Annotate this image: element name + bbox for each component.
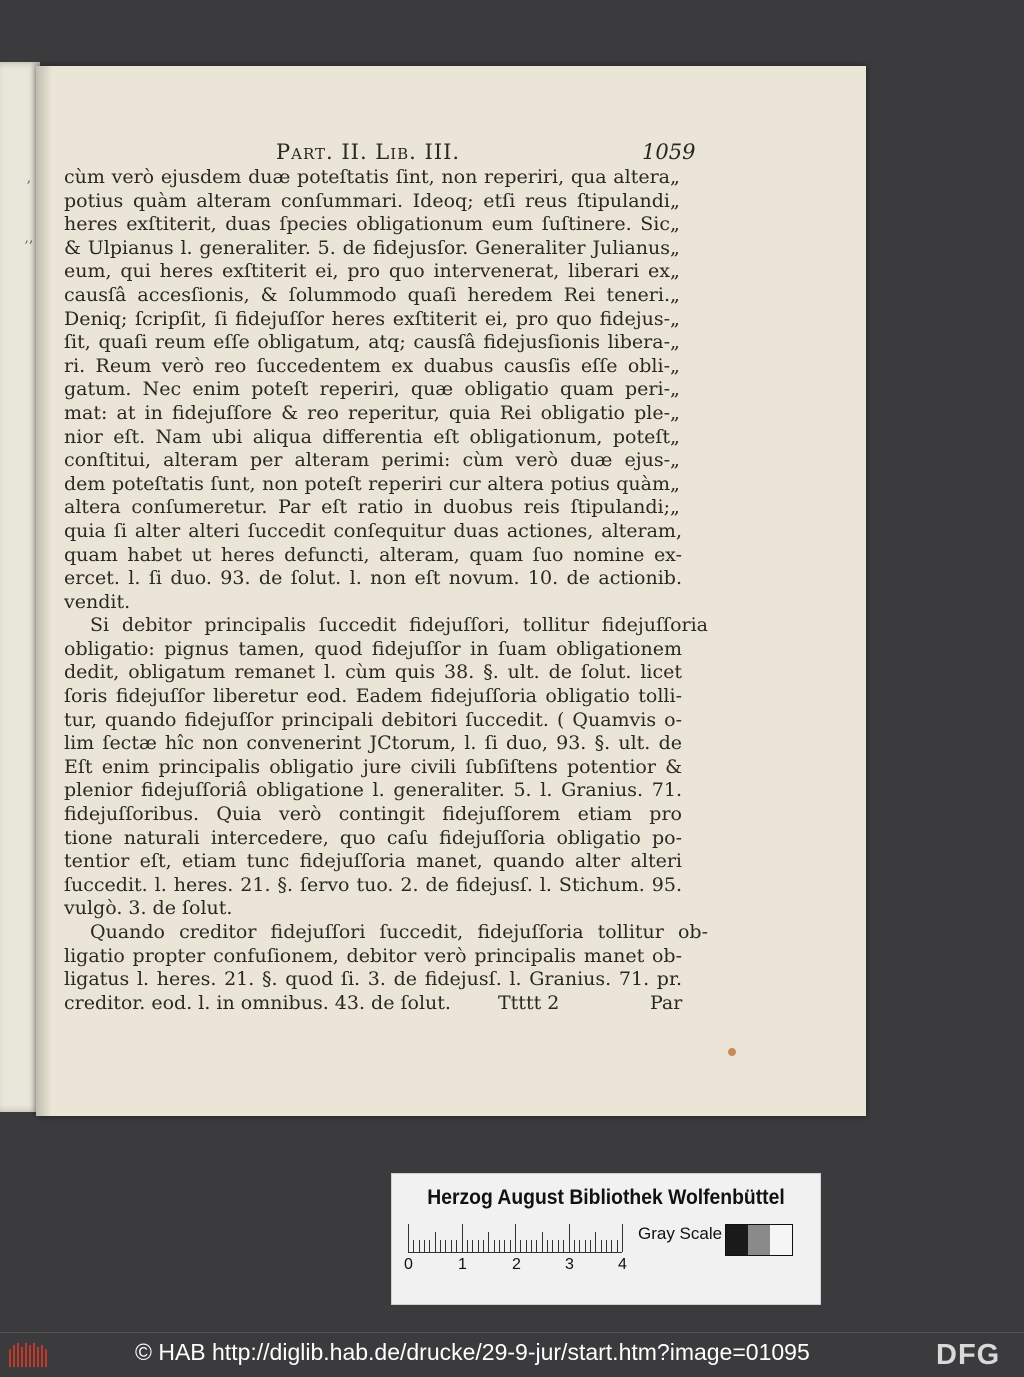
line-text: Quando creditor fidejuſſori ſuccedit, fidejuſſoria tollitur ob- xyxy=(90,921,708,943)
line-text: ercet. l. ſi duo. 93. de ſolut. l. non eſt novum. 10. de actionib. xyxy=(64,567,682,590)
line-text: causſâ accesſionis, & ſolummodo quaſi heredem Rei teneri. xyxy=(64,283,670,306)
quotation-mark: „ xyxy=(670,213,680,236)
copyright-url[interactable]: © HAB http://diglib.hab.de/drucke/29-9-jur/start.htm?image=01095 xyxy=(135,1339,810,1365)
final-line xyxy=(64,992,704,1016)
text-line xyxy=(64,308,704,332)
line-text: mat: at in fidejuſſore & reo reperitur, quia Rei obligatio ple- xyxy=(64,401,670,424)
quotation-mark: „ xyxy=(670,496,680,519)
text-line xyxy=(64,874,704,898)
text-line xyxy=(64,544,704,568)
quotation-mark: „ xyxy=(670,449,680,472)
ruler-tick xyxy=(515,1224,516,1252)
ruler-tick xyxy=(483,1240,484,1252)
ruler-tick xyxy=(467,1240,468,1252)
line-text: vulgò. 3. de ſolut. xyxy=(64,897,233,920)
line-text: obligatio: pignus tamen, quod fidejuſſor in ſuam obligationem xyxy=(64,637,682,660)
previous-page-edge xyxy=(0,62,40,1112)
text-line xyxy=(64,496,704,520)
ruler-tick xyxy=(563,1240,564,1252)
line-text: Eſt enim principalis obligatio jure civili ſubſiſtens potentior & xyxy=(64,755,682,778)
running-head: Part. II. Lib. III. xyxy=(276,140,461,164)
text-line xyxy=(64,378,704,402)
text-line xyxy=(64,685,704,709)
text-line xyxy=(64,756,704,780)
ruler-scale xyxy=(408,1222,622,1253)
quotation-mark: „ xyxy=(670,307,680,330)
quotation-mark: „ xyxy=(670,354,680,377)
text-line xyxy=(64,661,704,685)
line-text: Si debitor principalis ſuccedit fidejuſſori, tollitur fidejuſſoria xyxy=(90,614,708,637)
document-page xyxy=(36,66,866,1116)
ruler-tick xyxy=(440,1240,441,1252)
text-line xyxy=(64,638,704,662)
text-line xyxy=(64,237,704,261)
text-line xyxy=(64,213,704,237)
line-text: eum, qui heres exſtiterit ei, pro quo intervenerat, liberari ex xyxy=(64,260,670,283)
text-line xyxy=(64,331,704,355)
ruler-tick xyxy=(445,1240,446,1252)
line-text: altera conſumeretur. Par eſt ratio in duobus reis ſtipulandi; xyxy=(64,496,670,519)
text-line xyxy=(64,567,704,591)
grayscale-label: Gray Scale xyxy=(638,1224,723,1243)
line-text: dem poteſtatis ſunt, non poteſt reperiri cur altera potius quàm xyxy=(64,472,670,495)
text-line xyxy=(64,473,704,497)
text-line xyxy=(64,732,704,756)
text-line xyxy=(64,166,704,190)
library-name: Herzog August Bibliothek Wolfenbüttel xyxy=(427,1186,785,1209)
text-line xyxy=(64,284,704,308)
dfg-logo: DFG xyxy=(936,1339,1001,1371)
ruler-tick xyxy=(488,1232,489,1252)
ruler-tick xyxy=(478,1240,479,1252)
ruler-tick xyxy=(499,1240,500,1252)
line-text: cùm verò ejusdem duæ poteſtatis ſint, non reperiri, qua altera xyxy=(64,166,670,188)
line-text: & Ulpianus l. generaliter. 5. de fidejusſor. Generaliter Julianus xyxy=(64,236,670,259)
ruler-label: 0 xyxy=(404,1256,413,1273)
page-number: 1059 xyxy=(642,140,696,164)
line-text: fidejuſſoribus. Quia verò contingit fidejuſſorem etiam pro xyxy=(64,803,682,826)
text-line xyxy=(64,402,704,426)
ruler-tick xyxy=(558,1240,559,1252)
line-text: creditor. eod. l. in omnibus. 43. de ſolut. xyxy=(64,991,451,1014)
signature-mark: Ttttt 2 xyxy=(498,991,560,1014)
ruler-tick xyxy=(542,1232,543,1252)
line-text: ſoris fidejuſſor liberetur eod. Eadem fidejuſſoria obligatio tolli- xyxy=(64,685,682,708)
quotation-mark: „ xyxy=(670,189,680,212)
ruler-tick xyxy=(574,1240,575,1252)
text-line xyxy=(64,260,704,284)
line-text: dedit, obligatum remanet l. cùm quis 38. §. ult. de ſolut. licet xyxy=(64,661,682,684)
ruler-tick xyxy=(413,1240,414,1252)
text-line xyxy=(64,803,704,827)
text-line xyxy=(64,709,704,733)
line-text: tione naturali intercedere, quo caſu fidejuſſoria obligatio po- xyxy=(64,826,682,849)
ruler-tick xyxy=(585,1240,586,1252)
line-text: lim ſectæ hîc non convenerint JCtorum, l. ſi duo, 93. §. ult. de xyxy=(64,732,682,755)
ruler-tick xyxy=(595,1232,596,1252)
ruler-label: 2 xyxy=(512,1256,521,1273)
line-text: ſit, quaſi reum eſſe obligatum, atq; causſâ fidejusſionis libera- xyxy=(64,331,670,354)
ruler-tick xyxy=(569,1224,570,1252)
quotation-mark: „ xyxy=(670,378,680,401)
grayscale-bar xyxy=(725,1224,793,1256)
line-text: tur, quando fidejuſſor principali debitori ſuccedit. ( Quamvis o- xyxy=(64,708,682,731)
line-text: quia ſi alter alteri ſuccedit conſequitur duas actiones, alteram, xyxy=(64,519,682,542)
line-text: heres exſtiterit, duas ſpecies obligationum eum ſuſtinere. Sic xyxy=(64,213,670,236)
quotation-mark: „ xyxy=(670,472,680,495)
line-text: quam habet ut heres defuncti, alteram, quam ſuo nomine ex- xyxy=(64,543,682,566)
line-text: gatum. Nec enim poteſt reperiri, quæ obligatio quam peri- xyxy=(64,378,670,401)
body-text xyxy=(64,166,708,1015)
quotation-mark: „ xyxy=(670,401,680,424)
text-line xyxy=(64,968,704,992)
ruler-tick xyxy=(531,1240,532,1252)
library-color-chart xyxy=(391,1173,821,1305)
quotation-mark: „ xyxy=(670,331,680,354)
line-text: ri. Reum verò reo ſuccedentem ex duabus causſis eſſe obli- xyxy=(64,354,670,377)
ruler-label: 3 xyxy=(565,1256,574,1273)
ruler-tick xyxy=(456,1240,457,1252)
line-text: plenior fidejuſſoriâ obligatione l. generaliter. 5. l. Granius. 71. xyxy=(64,779,682,802)
text-line xyxy=(64,945,704,969)
line-text: ſuccedit. l. heres. 21. §. ſervo tuo. 2. de fidejusſ. l. Stichum. 95. xyxy=(64,873,682,896)
quotation-mark: „ xyxy=(670,425,680,448)
text-line xyxy=(64,827,704,851)
line-text: conſtitui, alteram per alteram perimi: cùm verò duæ ejus- xyxy=(64,449,670,472)
ruler-label: 4 xyxy=(618,1256,627,1273)
line-text: ligatio propter confuſionem, debitor verò principalis manet ob- xyxy=(64,944,682,967)
ruler-tick xyxy=(451,1240,452,1252)
text-line xyxy=(64,591,704,615)
line-text: potius quàm alteram conſummari. Ideoq; etſi reus ſtipulandi xyxy=(64,189,670,212)
line-text: tentior eſt, etiam tunc fidejuſſoria manet, quando alter alteri xyxy=(64,850,682,873)
ruler-tick xyxy=(617,1240,618,1252)
ruler-tick xyxy=(424,1240,425,1252)
ruler-tick xyxy=(435,1232,436,1252)
ruler-tick xyxy=(494,1240,495,1252)
line-text: Deniq; ſcripſit, ſi fidejuſſor heres exſtiterit ei, pro quo fidejus- xyxy=(64,307,670,330)
quotation-mark: „ xyxy=(670,236,680,259)
ruler-label: 1 xyxy=(458,1256,467,1273)
ruler-tick xyxy=(547,1240,548,1252)
quotation-mark: „ xyxy=(670,166,680,188)
text-line xyxy=(64,520,704,544)
ruler-tick xyxy=(606,1240,607,1252)
ruler-tick xyxy=(472,1240,473,1252)
text-line xyxy=(64,449,704,473)
ruler-tick xyxy=(408,1224,409,1252)
catchword: Par xyxy=(650,991,683,1014)
ink-spot xyxy=(728,1048,736,1056)
quotation-mark: „ xyxy=(670,283,680,306)
text-line xyxy=(64,426,704,450)
ruler-tick xyxy=(579,1240,580,1252)
ruler-tick xyxy=(622,1224,623,1252)
ruler-tick xyxy=(526,1240,527,1252)
margin-mark: , xyxy=(26,170,32,186)
line-text: nior eſt. Nam ubi aliqua differentia eſt obligationum, poteſt xyxy=(64,425,670,448)
ruler-tick xyxy=(520,1240,521,1252)
hab-logo-icon xyxy=(8,1339,48,1371)
ruler-tick xyxy=(590,1240,591,1252)
ruler-tick xyxy=(611,1240,612,1252)
ruler-tick xyxy=(552,1240,553,1252)
quotation-mark: „ xyxy=(670,260,680,283)
ruler-tick xyxy=(536,1240,537,1252)
text-line xyxy=(64,897,704,921)
line-text: vendit. xyxy=(64,590,131,613)
text-line xyxy=(64,921,708,945)
margin-mark: ,, xyxy=(24,230,34,246)
ruler-tick xyxy=(429,1240,430,1252)
ruler-tick xyxy=(419,1240,420,1252)
text-line xyxy=(64,355,704,379)
text-line xyxy=(64,779,704,803)
ruler-tick xyxy=(462,1224,463,1252)
footer-bar xyxy=(0,1332,1024,1377)
ruler-tick xyxy=(504,1240,505,1252)
ruler-tick xyxy=(510,1240,511,1252)
ruler-tick xyxy=(601,1240,602,1252)
text-line xyxy=(64,190,704,214)
text-line xyxy=(64,614,708,638)
line-text: ligatus l. heres. 21. §. quod ſi. 3. de fidejusſ. l. Granius. 71. pr. xyxy=(64,968,682,991)
text-line xyxy=(64,850,704,874)
